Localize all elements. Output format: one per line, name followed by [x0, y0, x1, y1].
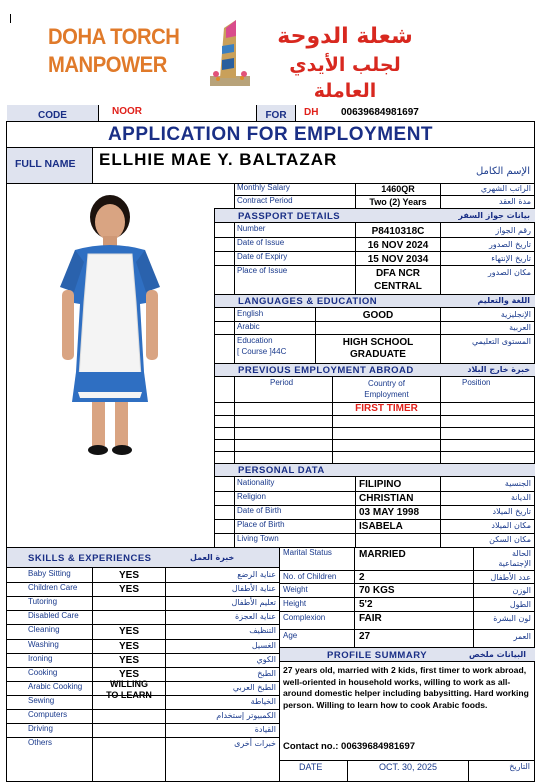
living-town-label: Living Town	[237, 534, 279, 543]
passport-left-border	[214, 208, 215, 296]
employment-row-5	[214, 451, 535, 452]
passport-number-ar: رقم الجواز	[495, 226, 531, 235]
expiry-date-ar: تاريخ الإنتهاء	[491, 254, 531, 263]
company-name-en	[48, 24, 193, 80]
living-town-label-ar: مكان السكن	[489, 535, 531, 544]
full-name-label: FULL NAME	[15, 158, 76, 170]
code-label-box	[7, 105, 99, 121]
for-value: DH	[304, 107, 319, 118]
complexion-label-ar: لون البشرة	[493, 614, 531, 623]
skill-value: YES	[118, 584, 139, 595]
skill-label: Others	[28, 738, 53, 747]
height-label: Height	[283, 599, 307, 608]
nationality-label-ar: الجنسية	[504, 479, 531, 488]
skill-label: Baby Sitting	[28, 569, 71, 578]
skill-label: Disabled Care	[28, 611, 79, 620]
passport-number-value: P8410318C	[371, 226, 425, 237]
company-name-line2: MANPOWER	[48, 52, 167, 77]
code-label: CODE	[38, 110, 67, 121]
date-label: DATE	[299, 762, 323, 772]
skill-label: Cleaning	[28, 625, 60, 634]
date-row-top	[279, 760, 535, 761]
summary-title: PROFILE SUMMARY	[327, 650, 428, 661]
period-value: Two (2) Years	[369, 197, 427, 207]
code-value: NOOR	[112, 106, 142, 117]
skill-label: Children Care	[28, 583, 78, 592]
summary-title-ar: البيانات ملخص	[468, 650, 526, 659]
issue-date-ar: تاريخ الصدور	[489, 240, 531, 249]
passport-col-2	[440, 223, 441, 296]
skill-value: YES	[118, 641, 139, 652]
languages-col-2	[440, 308, 441, 363]
skill-label-ar: الطبخ العربي	[232, 683, 276, 692]
skills-title: SKILLS & EXPERIENCES	[28, 553, 152, 564]
complexion-value: FAIR	[359, 613, 382, 624]
company-name-ar	[270, 22, 420, 104]
applicant-photo	[40, 192, 180, 462]
employment-title-ar: خبرة خارج البلاد	[467, 365, 530, 374]
english-label-ar: الإنجليزية	[500, 310, 531, 319]
company-name-line1: DOHA TORCH	[48, 24, 180, 49]
skill-label: Arabic Cooking	[28, 682, 83, 691]
full-name-label-ar: الإسم الكامل	[475, 166, 530, 177]
first-timer-note: FIRST TIMER	[355, 403, 418, 414]
period-label: Contract Period	[237, 196, 293, 205]
personal-col-2	[440, 477, 441, 547]
salary-value: 1460QR	[381, 184, 415, 194]
skill-label-ar: الكمبيوتر إستخدام	[216, 711, 276, 720]
religion-label: Religion	[237, 492, 266, 501]
marital-label-ar-2: الإجتماعية	[498, 559, 531, 568]
education-value-2: GRADUATE	[350, 349, 406, 360]
education-label-2: [ Course ]44C	[237, 347, 287, 356]
personal-title: PERSONAL DATA	[238, 465, 325, 476]
period-label-ar: مدة العقد	[499, 197, 531, 206]
skill-label: Cooking	[28, 668, 58, 677]
skill-label: Ironing	[28, 654, 53, 663]
complexion-label: Complexion	[283, 613, 326, 622]
col-country-header-1: Country of	[368, 379, 405, 388]
height-label-ar: الطول	[509, 600, 531, 609]
skill-label: Washing	[28, 640, 59, 649]
skill-label-ar: تعليم الأطفال	[231, 598, 276, 607]
skill-value: YES	[118, 669, 139, 680]
skill-value: YES	[118, 570, 139, 581]
page-corner-mark	[10, 14, 11, 23]
date-col-2	[468, 760, 469, 782]
for-label-box	[256, 105, 296, 121]
company-name-ar-line1: شعلة الدوحة	[277, 24, 413, 49]
expiry-date-label: Date of Expiry	[237, 252, 288, 261]
skill-label-ar: عناية الأطفال	[231, 584, 276, 593]
date-label-ar: التاريخ	[509, 762, 530, 771]
date-value: OCT. 30, 2025	[378, 762, 438, 772]
contact-number: Contact no.: 00639684981697	[283, 741, 416, 752]
issue-place-label: Place of Issue	[237, 266, 288, 275]
skill-label: Sewing	[28, 696, 55, 705]
nationality-label: Nationality	[237, 478, 275, 487]
personal2-row-2	[279, 583, 535, 584]
education-value-1: HIGH SCHOOL	[342, 337, 414, 348]
personal2-row-3	[279, 597, 535, 598]
issue-place-value-1: DFA NCR	[375, 268, 421, 279]
summary-text: 27 years old, married with 2 kids, first timer to work abroad, well-oriented in household works, willing to work as all-around domestic helper including babysitting. Hard working person. Willing to learn how to cook Arabic foods.	[283, 665, 529, 710]
issue-date-value: 16 NOV 2024	[367, 240, 429, 251]
education-label-ar: المستوى التعليمي	[471, 337, 531, 346]
dob-value: 03 MAY 1998	[359, 507, 420, 518]
personal2-row-1	[279, 570, 535, 571]
employment-left-border	[214, 363, 215, 463]
full-name-value: ELLHIE MAE Y. BALTAZAR	[99, 150, 338, 169]
weight-label: Weight	[283, 585, 308, 594]
torch-logo	[206, 16, 254, 86]
education-label-1: Education	[237, 336, 273, 345]
marital-value: MARRIED	[359, 549, 406, 560]
company-name-ar-line2: لجلب الأيدي العاملة	[289, 54, 401, 102]
languages-left-border	[214, 294, 215, 363]
skill-label-ar: التنظيف	[249, 626, 276, 635]
col-position-header: Position	[462, 378, 491, 387]
skill-label-ar: عناية العجزة	[235, 612, 276, 621]
skill-label: Computers	[28, 710, 68, 719]
header-phone: 00639684981697	[341, 107, 419, 118]
expiry-date-value: 15 NOV 2034	[367, 254, 429, 265]
dob-label: Date of Birth	[237, 506, 282, 515]
employment-row-4	[214, 439, 535, 440]
skill-label-ar: الخياطة	[250, 697, 276, 706]
employment-row-2	[214, 415, 535, 416]
skill-label-ar: الغسيل	[251, 641, 276, 650]
passport-title: PASSPORT DETAILS	[238, 211, 341, 222]
col-period-header: Period	[270, 378, 294, 387]
english-value: GOOD	[362, 310, 394, 321]
salary-label-ar: الراتب الشهري	[480, 184, 531, 193]
form-title: APPLICATION FOR EMPLOYMENT	[107, 124, 434, 145]
languages-title: LANGUAGES & EDUCATION	[238, 296, 378, 307]
pob-value: ISABELA	[359, 521, 403, 532]
skill-label-ar: عناية الرضع	[237, 570, 276, 579]
nationality-value: FILIPINO	[359, 479, 402, 490]
skill-label: Tutoring	[28, 597, 58, 606]
marital-label: Marital Status	[283, 548, 332, 557]
skill-value: YES	[118, 626, 139, 637]
pob-label-ar: مكان الميلاد	[491, 521, 531, 530]
weight-value: 70 KGS	[359, 585, 395, 596]
employment-title: PREVIOUS EMPLOYMENT ABROAD	[238, 365, 414, 376]
skill-label-ar: الطبخ	[257, 669, 276, 678]
age-label-ar: العمر	[513, 632, 531, 641]
salary-label: Monthly Salary	[237, 183, 290, 192]
skill-label-ar: الكوي	[256, 655, 276, 664]
arabic-label-ar: العربية	[509, 323, 531, 332]
issue-date-label: Date of Issue	[237, 238, 285, 247]
age-label: Age	[283, 631, 298, 640]
dob-label-ar: تاريخ الميلاد	[492, 507, 531, 516]
children-value: 2	[359, 572, 365, 583]
height-value: 5'2	[359, 599, 373, 610]
skills-title-ar: خبرة العمل	[190, 553, 235, 562]
passport-title-ar: بيانات جواز السفر	[458, 211, 530, 220]
passport-number-label: Number	[237, 224, 266, 233]
children-label: No. of Children	[283, 572, 337, 581]
personal2-row-5	[279, 629, 535, 630]
languages-row-2	[214, 334, 535, 335]
religion-value: CHRISTIAN	[359, 493, 414, 504]
weight-label-ar: الوزن	[512, 586, 531, 595]
personal-col-1	[355, 477, 356, 547]
children-label-ar: عدد الأطفال	[490, 573, 531, 582]
full-name-label-box	[7, 148, 93, 183]
age-value: 27	[359, 631, 371, 642]
personal2-row-4	[279, 611, 535, 612]
col-country-header-2: Employment	[364, 390, 409, 399]
religion-label-ar: الديانة	[510, 493, 531, 502]
marital-label-ar-1: الحالة	[512, 549, 531, 558]
skill-label: Driving	[28, 724, 53, 733]
skill-label-ar: القيادة	[254, 725, 276, 734]
issue-place-value-2: CENTRAL	[374, 281, 422, 292]
languages-title-ar: اللغة والتعليم	[477, 296, 530, 305]
skill-value: YES	[118, 655, 139, 666]
skill-value: WILLING	[110, 679, 148, 689]
employment-row-3	[214, 427, 535, 428]
pob-label: Place of Birth	[237, 520, 285, 529]
issue-place-ar: مكان الصدور	[487, 268, 531, 277]
skills-col-2	[165, 568, 166, 782]
for-label: FOR	[265, 110, 287, 121]
skill-value: TO LEARN	[106, 690, 152, 700]
arabic-label: Arabic	[237, 322, 260, 331]
english-label: English	[237, 309, 264, 318]
skill-label-ar: خبرات أخرى	[234, 739, 276, 748]
languages-row-1	[214, 321, 535, 322]
